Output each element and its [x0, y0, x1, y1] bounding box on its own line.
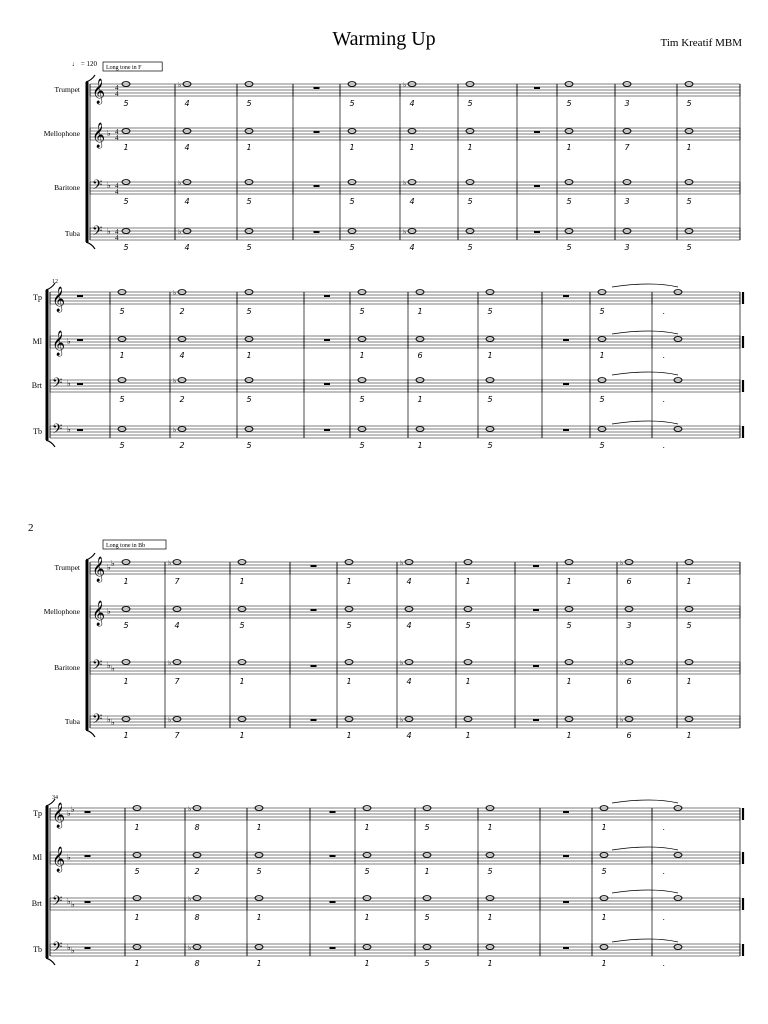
flat-icon: ♭	[107, 661, 111, 670]
fingering-number: 3	[624, 243, 630, 252]
fingering-number: 5	[465, 621, 471, 630]
tie	[612, 800, 678, 803]
fingering-number: 4	[406, 621, 412, 630]
fingering-number: 5	[566, 243, 572, 252]
fingering-number: 4	[406, 731, 412, 740]
whole-rest	[563, 383, 569, 385]
fingering-number: 1	[417, 441, 423, 450]
fingering-number: 2	[179, 441, 185, 450]
fingering-number: .	[662, 913, 666, 922]
flat-accidental-icon: ♭	[168, 716, 172, 724]
flat-accidental-icon: ♭	[620, 559, 624, 567]
fingering-number: 5	[359, 395, 365, 404]
instrument-name: Tuba	[64, 229, 80, 238]
treble-clef-icon: 𝄞	[52, 846, 66, 871]
fingering-number: 1	[246, 143, 252, 152]
tie	[612, 939, 678, 942]
whole-rest	[324, 295, 330, 297]
fingering-number: 4	[184, 99, 190, 108]
bass-clef-icon: 𝄢	[92, 179, 103, 196]
whole-rest	[563, 811, 569, 813]
instrument-name: Ml	[32, 853, 42, 862]
fingering-number: 1	[601, 959, 607, 968]
instrument-name: Mellophone	[43, 607, 80, 616]
flat-icon: ♭	[111, 718, 115, 727]
whole-rest	[314, 185, 320, 187]
flat-accidental-icon: ♭	[188, 944, 192, 952]
fingering-number: 5	[346, 621, 352, 630]
flat-icon: ♭	[71, 900, 75, 909]
fingering-number: 5	[123, 99, 129, 108]
tie	[612, 284, 678, 287]
fingering-number: 4	[179, 351, 185, 360]
fingering-number: 5	[364, 867, 370, 876]
instrument-name: Mellophone	[43, 129, 80, 138]
flat-icon: ♭	[67, 809, 71, 818]
fingering-number: 1	[256, 913, 262, 922]
fingering-number: 1	[239, 677, 245, 686]
tie	[612, 890, 678, 893]
whole-rest	[563, 855, 569, 857]
fingering-number: 5	[424, 823, 430, 832]
whole-rest	[563, 429, 569, 431]
fingering-number: 1	[134, 823, 140, 832]
whole-rest	[314, 231, 320, 233]
fingering-number: 5	[487, 307, 493, 316]
bass-clef-icon: 𝄢	[92, 225, 103, 242]
flat-icon: ♭	[107, 227, 111, 236]
bracket-hook-bottom	[86, 242, 95, 249]
fingering-number: 5	[467, 197, 473, 206]
fingering-number: 5	[119, 441, 125, 450]
fingering-number: 5	[239, 621, 245, 630]
whole-rest	[77, 429, 83, 431]
whole-rest	[533, 719, 539, 721]
fingering-number: 1	[409, 143, 415, 152]
whole-rest	[330, 811, 336, 813]
fingering-number: 1	[686, 143, 692, 152]
whole-rest	[533, 665, 539, 667]
flat-accidental-icon: ♭	[400, 559, 404, 567]
flat-icon: ♭	[107, 181, 111, 190]
time-signature-bottom: 4	[115, 234, 119, 242]
fingering-number: 4	[184, 143, 190, 152]
whole-rest	[534, 185, 540, 187]
whole-rest	[311, 719, 317, 721]
tie	[612, 847, 678, 850]
fingering-number: 5	[599, 395, 605, 404]
fingering-number: 1	[566, 143, 572, 152]
flat-icon: ♭	[67, 897, 71, 906]
whole-rest	[85, 855, 91, 857]
fingering-number: 1	[686, 731, 692, 740]
fingering-number: 1	[246, 351, 252, 360]
bracket-hook-bottom	[46, 440, 55, 447]
fingering-number: 1	[465, 577, 471, 586]
flat-accidental-icon: ♭	[178, 81, 182, 89]
fingering-number: .	[662, 441, 666, 450]
tie	[612, 331, 678, 334]
whole-rest	[324, 383, 330, 385]
fingering-number: 1	[686, 677, 692, 686]
treble-clef-icon: 𝄞	[92, 600, 106, 625]
fingering-number: 5	[349, 99, 355, 108]
fingering-number: 5	[467, 243, 473, 252]
bass-clef-icon: 𝄢	[52, 377, 63, 394]
treble-clef-icon: 𝄞	[52, 286, 66, 311]
whole-rest	[533, 565, 539, 567]
fingering-number: 2	[179, 395, 185, 404]
flat-accidental-icon: ♭	[620, 716, 624, 724]
fingering-number: 7	[174, 677, 180, 686]
whole-rest	[563, 295, 569, 297]
whole-rest	[314, 87, 320, 89]
fingering-number: 1	[346, 577, 352, 586]
treble-clef-icon: 𝄞	[92, 78, 106, 103]
whole-rest	[563, 947, 569, 949]
fingering-number: 1	[417, 307, 423, 316]
fingering-number: 5	[349, 243, 355, 252]
fingering-number: .	[662, 307, 666, 316]
treble-clef-icon: 𝄞	[52, 802, 66, 827]
fingering-number: 5	[686, 197, 692, 206]
fingering-number: 5	[119, 395, 125, 404]
fingering-number: 5	[134, 867, 140, 876]
fingering-number: 5	[349, 197, 355, 206]
time-signature-bottom: 4	[115, 188, 119, 196]
fingering-number: 1	[239, 577, 245, 586]
fingering-number: 5	[123, 243, 129, 252]
flat-icon: ♭	[67, 943, 71, 952]
fingering-number: 6	[626, 677, 632, 686]
fingering-number: 5	[686, 243, 692, 252]
fingering-number: 8	[194, 823, 200, 832]
fingering-number: 1	[601, 823, 607, 832]
whole-rest	[77, 383, 83, 385]
rehearsal-mark: Long tone in Bb	[106, 543, 146, 549]
whole-rest	[533, 609, 539, 611]
fingering-number: 5	[686, 99, 692, 108]
flat-accidental-icon: ♭	[188, 805, 192, 813]
tempo-marking: ♩ = 120	[72, 60, 97, 68]
time-signature-top: 4	[115, 128, 119, 136]
measure-number: 12	[52, 279, 58, 285]
fingering-number: 4	[406, 577, 412, 586]
fingering-number: 5	[424, 959, 430, 968]
whole-rest	[330, 855, 336, 857]
fingering-number: 4	[184, 243, 190, 252]
fingering-number: 7	[174, 577, 180, 586]
flat-accidental-icon: ♭	[403, 228, 407, 236]
whole-rest	[563, 901, 569, 903]
whole-rest	[563, 339, 569, 341]
fingering-number: 5	[467, 99, 473, 108]
fingering-number: 1	[601, 913, 607, 922]
fingering-number: 5	[566, 621, 572, 630]
fingering-number: 1	[487, 823, 493, 832]
fingering-number: 6	[626, 577, 632, 586]
flat-accidental-icon: ♭	[173, 377, 177, 385]
time-signature-top: 4	[115, 84, 119, 92]
fingering-number: 1	[346, 731, 352, 740]
instrument-name: Tp	[33, 809, 42, 818]
fingering-number: 1	[487, 351, 493, 360]
fingering-number: 1	[346, 677, 352, 686]
fingering-number: 5	[566, 99, 572, 108]
flat-icon: ♭	[107, 715, 111, 724]
time-signature-top: 4	[115, 182, 119, 190]
fingering-number: 7	[624, 143, 630, 152]
instrument-name: Baritone	[54, 183, 80, 192]
fingering-number: 2	[179, 307, 185, 316]
fingering-number: 1	[123, 677, 129, 686]
fingering-number: 1	[465, 677, 471, 686]
fingering-number: 1	[487, 913, 493, 922]
fingering-number: 7	[174, 731, 180, 740]
fingering-number: 5	[359, 441, 365, 450]
fingering-number: .	[662, 395, 666, 404]
whole-rest	[314, 131, 320, 133]
fingering-number: 1	[364, 823, 370, 832]
flat-icon: ♭	[107, 563, 111, 572]
fingering-number: 4	[406, 677, 412, 686]
fingering-number: 1	[364, 959, 370, 968]
whole-rest	[330, 901, 336, 903]
fingering-number: 5	[256, 867, 262, 876]
fingering-number: 8	[194, 959, 200, 968]
fingering-number: 5	[246, 99, 252, 108]
fingering-number: 1	[487, 959, 493, 968]
fingering-number: 5	[123, 621, 129, 630]
flat-icon: ♭	[71, 946, 75, 955]
fingering-number: 5	[123, 197, 129, 206]
bass-clef-icon: 𝄢	[52, 423, 63, 440]
fingering-number: 5	[601, 867, 607, 876]
fingering-number: 4	[409, 197, 415, 206]
fingering-number: 4	[409, 99, 415, 108]
whole-rest	[534, 231, 540, 233]
whole-rest	[85, 947, 91, 949]
fingering-number: 5	[246, 197, 252, 206]
whole-rest	[85, 811, 91, 813]
whole-rest	[324, 339, 330, 341]
bass-clef-icon: 𝄢	[52, 941, 63, 958]
fingering-number: 1	[599, 351, 605, 360]
bass-clef-icon: 𝄢	[92, 659, 103, 676]
whole-rest	[534, 131, 540, 133]
instrument-name: Tp	[33, 293, 42, 302]
whole-rest	[324, 429, 330, 431]
fingering-number: 1	[417, 395, 423, 404]
flat-accidental-icon: ♭	[178, 179, 182, 187]
instrument-name: Brt	[31, 381, 42, 390]
fingering-number: 1	[123, 731, 129, 740]
instrument-name: Brt	[31, 899, 42, 908]
flat-icon: ♭	[107, 607, 111, 616]
flat-icon: ♭	[67, 379, 71, 388]
whole-rest	[77, 295, 83, 297]
fingering-number: 5	[246, 441, 252, 450]
time-signature-bottom: 4	[115, 134, 119, 142]
page-number: 2	[28, 522, 34, 534]
flat-accidental-icon: ♭	[403, 81, 407, 89]
whole-rest	[311, 565, 317, 567]
fingering-number: 5	[686, 621, 692, 630]
fingering-number: 5	[246, 243, 252, 252]
rehearsal-mark: Long tone in F	[106, 65, 142, 71]
tie	[612, 421, 678, 424]
tie	[612, 372, 678, 375]
fingering-number: 3	[626, 621, 632, 630]
whole-rest	[77, 339, 83, 341]
time-signature-top: 4	[115, 228, 119, 236]
flat-icon: ♭	[111, 559, 115, 568]
instrument-name: Tb	[33, 427, 42, 436]
fingering-number: 5	[487, 867, 493, 876]
instrument-name: Baritone	[54, 663, 80, 672]
fingering-number: 5	[359, 307, 365, 316]
fingering-number: 4	[409, 243, 415, 252]
flat-accidental-icon: ♭	[403, 179, 407, 187]
instrument-name: Tuba	[64, 717, 80, 726]
fingering-number: 5	[246, 395, 252, 404]
fingering-number: 1	[123, 577, 129, 586]
composer-name: Tim Kreatif MBM	[660, 37, 742, 49]
fingering-number: .	[662, 823, 666, 832]
fingering-number: 5	[246, 307, 252, 316]
flat-icon: ♭	[107, 129, 111, 138]
flat-icon: ♭	[71, 805, 75, 814]
fingering-number: 1	[256, 959, 262, 968]
flat-accidental-icon: ♭	[173, 289, 177, 297]
flat-accidental-icon: ♭	[168, 659, 172, 667]
fingering-number: 6	[626, 731, 632, 740]
fingering-number: .	[662, 351, 666, 360]
fingering-number: 4	[184, 197, 190, 206]
flat-accidental-icon: ♭	[188, 895, 192, 903]
fingering-number: 1	[123, 143, 129, 152]
fingering-number: 4	[174, 621, 180, 630]
flat-accidental-icon: ♭	[620, 659, 624, 667]
flat-icon: ♭	[111, 664, 115, 673]
fingering-number: 3	[624, 197, 630, 206]
instrument-name: Trumpet	[54, 563, 80, 572]
fingering-number: 1	[424, 867, 430, 876]
whole-rest	[311, 609, 317, 611]
whole-rest	[85, 901, 91, 903]
instrument-name: Ml	[32, 337, 42, 346]
fingering-number: 1	[119, 351, 125, 360]
fingering-number: 1	[134, 959, 140, 968]
fingering-number: 1	[256, 823, 262, 832]
bass-clef-icon: 𝄢	[52, 895, 63, 912]
bass-clef-icon: 𝄢	[92, 713, 103, 730]
fingering-number: 1	[566, 731, 572, 740]
fingering-number: 1	[364, 913, 370, 922]
fingering-number: .	[662, 867, 666, 876]
fingering-number: 1	[566, 577, 572, 586]
treble-clef-icon: 𝄞	[92, 122, 106, 147]
flat-accidental-icon: ♭	[173, 426, 177, 434]
flat-accidental-icon: ♭	[400, 659, 404, 667]
fingering-number: 2	[194, 867, 200, 876]
fingering-number: 1	[566, 677, 572, 686]
whole-rest	[330, 947, 336, 949]
fingering-number: 3	[624, 99, 630, 108]
flat-accidental-icon: ♭	[168, 559, 172, 567]
whole-rest	[534, 87, 540, 89]
instrument-name: Trumpet	[54, 85, 80, 94]
fingering-number: 5	[424, 913, 430, 922]
flat-icon: ♭	[67, 425, 71, 434]
score-title: Warming Up	[332, 28, 436, 50]
fingering-number: 8	[194, 913, 200, 922]
fingering-number: 5	[119, 307, 125, 316]
whole-rest	[311, 665, 317, 667]
fingering-number: 1	[359, 351, 365, 360]
flat-icon: ♭	[67, 853, 71, 862]
fingering-number: 1	[686, 577, 692, 586]
fingering-number: 5	[487, 441, 493, 450]
fingering-number: 6	[417, 351, 423, 360]
fingering-number: 1	[467, 143, 473, 152]
fingering-number: 5	[487, 395, 493, 404]
time-signature-bottom: 4	[115, 90, 119, 98]
fingering-number: 5	[599, 307, 605, 316]
flat-accidental-icon: ♭	[400, 716, 404, 724]
treble-clef-icon: 𝄞	[52, 330, 66, 355]
fingering-number: 5	[599, 441, 605, 450]
bracket-hook-bottom	[46, 958, 55, 965]
flat-accidental-icon: ♭	[178, 228, 182, 236]
fingering-number: 1	[349, 143, 355, 152]
fingering-number: .	[662, 959, 666, 968]
bracket-hook-bottom	[86, 730, 95, 737]
fingering-number: 1	[134, 913, 140, 922]
fingering-number: 1	[465, 731, 471, 740]
measure-number: 34	[52, 795, 58, 801]
flat-icon: ♭	[67, 337, 71, 346]
fingering-number: 1	[239, 731, 245, 740]
fingering-number: 5	[566, 197, 572, 206]
instrument-name: Tb	[33, 945, 42, 954]
treble-clef-icon: 𝄞	[92, 556, 106, 581]
